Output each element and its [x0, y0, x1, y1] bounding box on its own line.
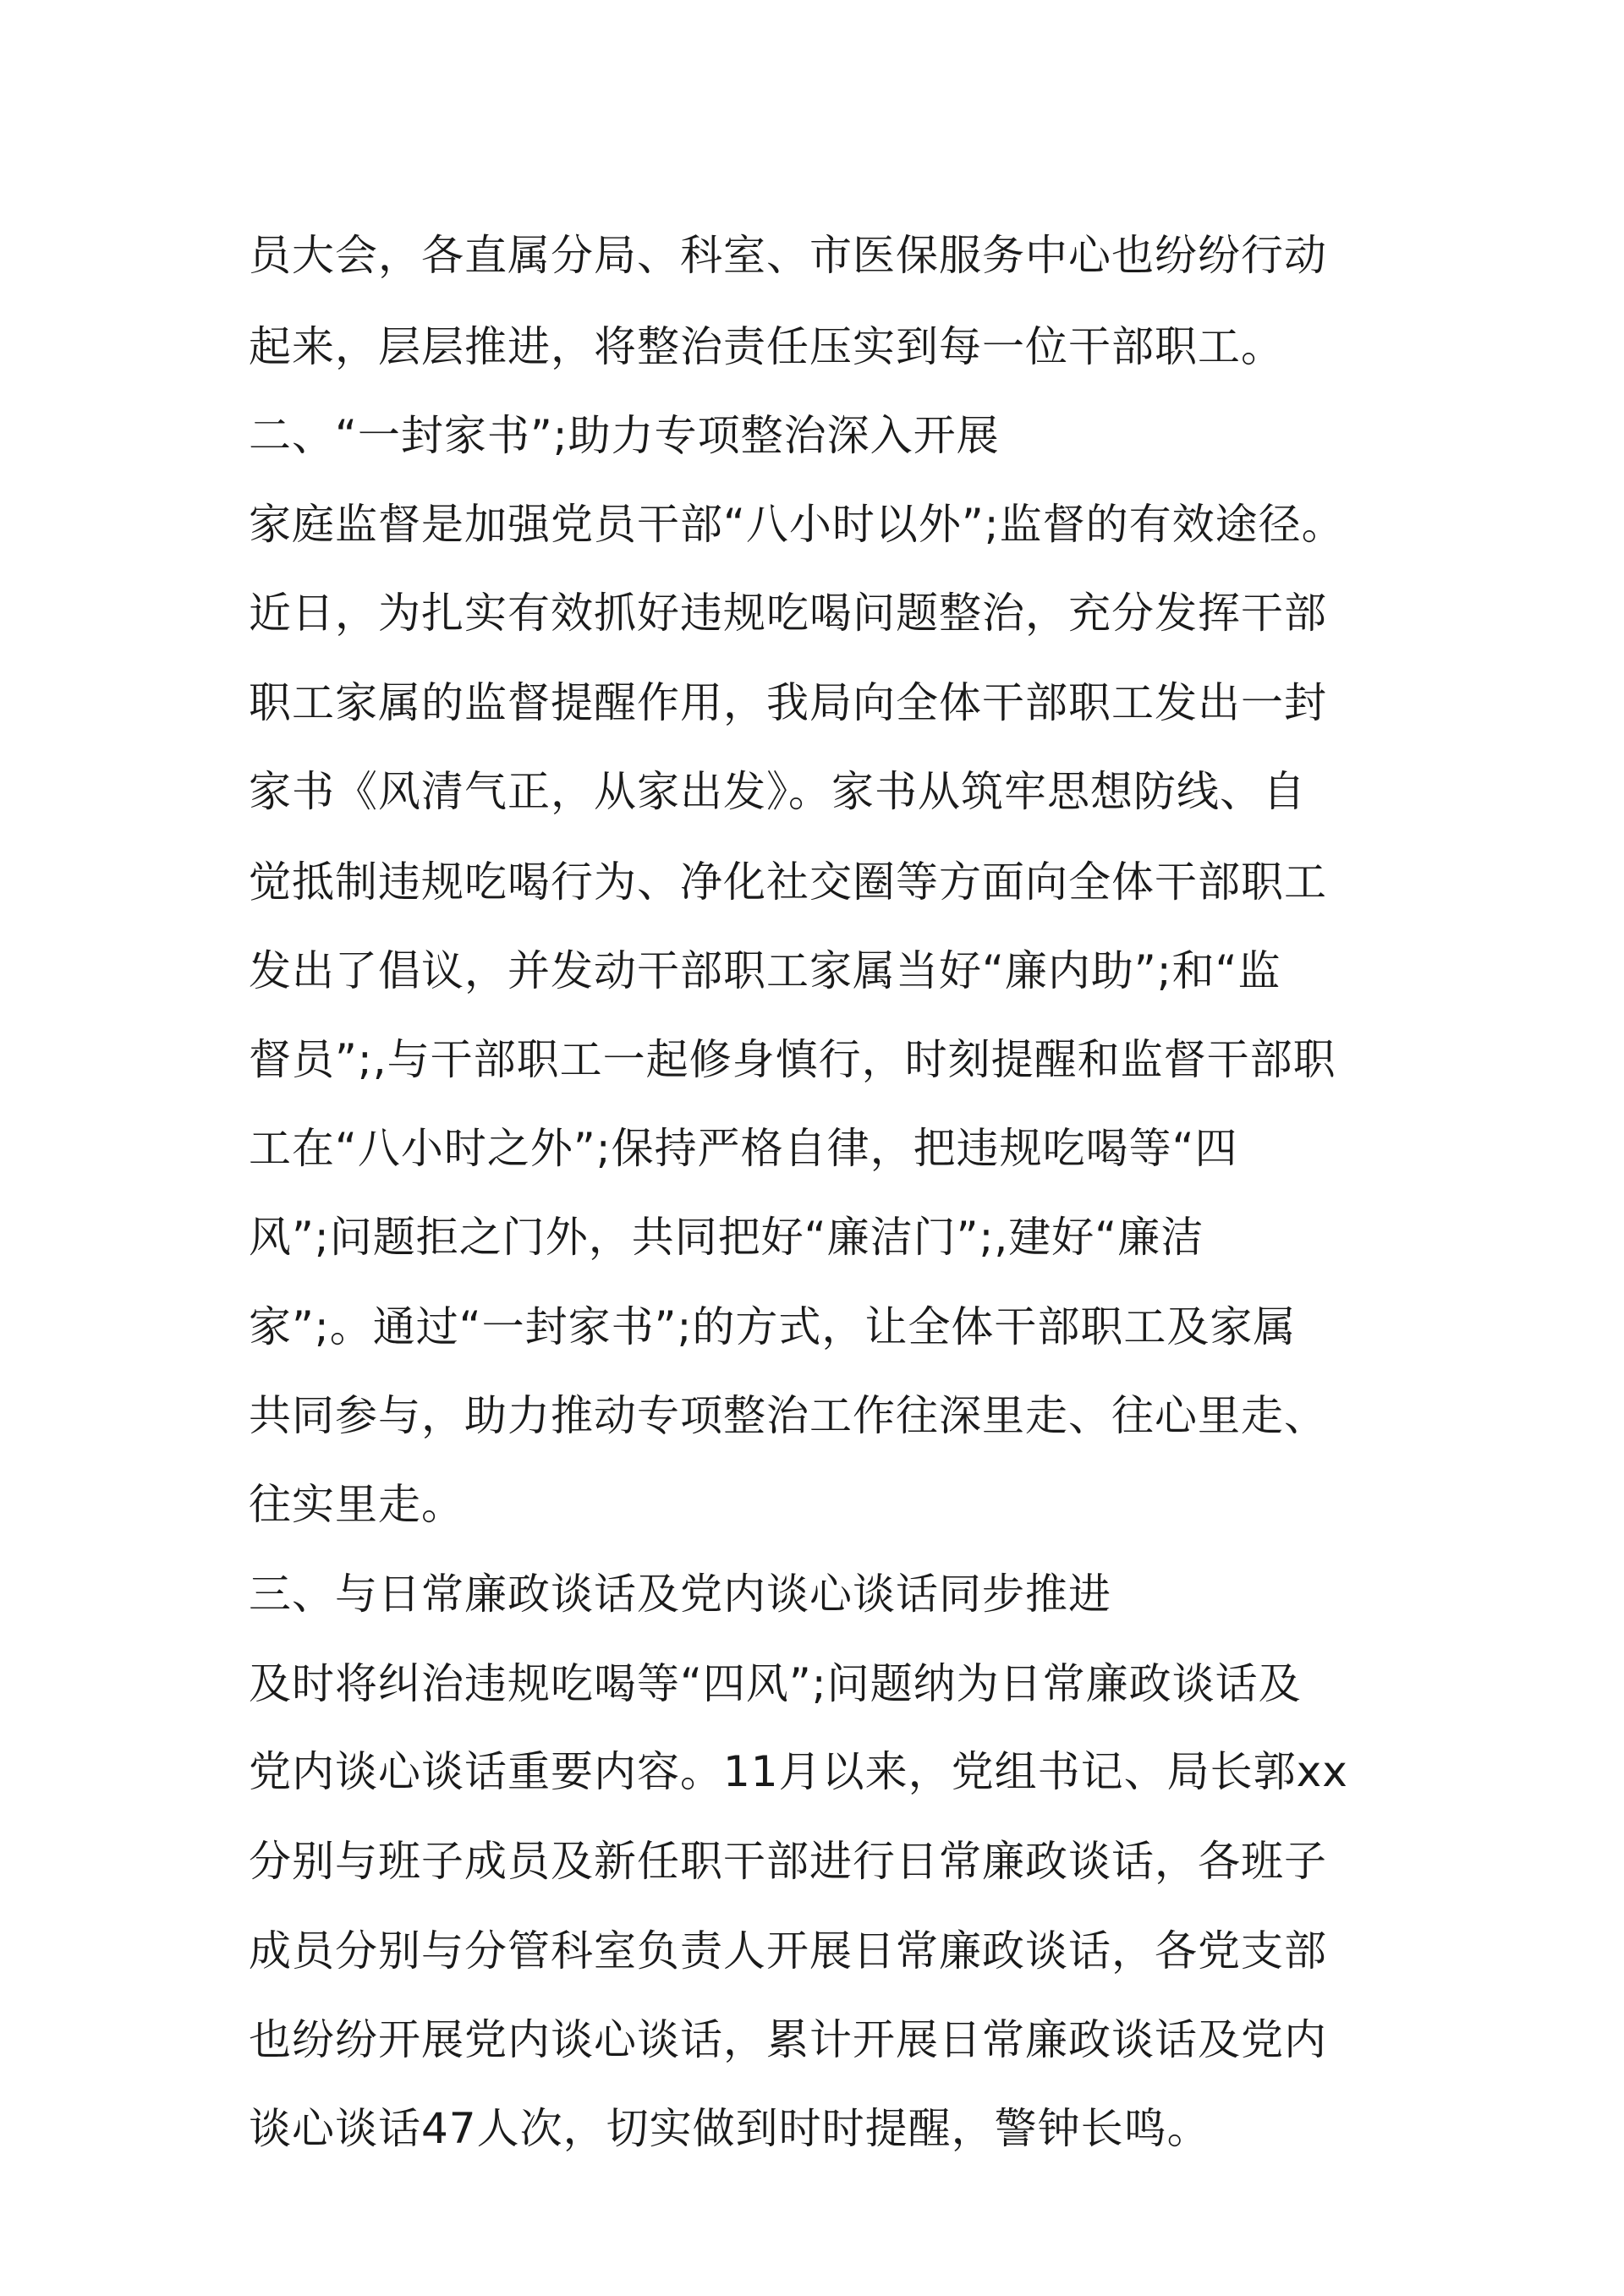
- body-text-line: 也纷纷开展党内谈心谈话，累计开展日常廉政谈话及党内: [249, 2015, 1327, 2064]
- section-heading-3: 三、与日常廉政谈话及党内谈心谈话同步推进: [249, 1570, 1111, 1619]
- body-text-line: 家”;。通过“一封家书”;的方式，让全体干部职工及家属: [249, 1302, 1297, 1351]
- body-text-line: 及时将纠治违规吃喝等“四风”;问题纳为日常廉政谈话及: [249, 1659, 1302, 1708]
- body-text-line: 发出了倡议，并发动干部职工家属当好“廉内助”;和“监: [249, 946, 1281, 995]
- body-text-line: 共同参与，助力推动专项整治工作往深里走、往心里走、: [249, 1391, 1327, 1440]
- body-text-line: 家庭监督是加强党员干部“八小时以外”;监督的有效途径。: [249, 500, 1345, 549]
- body-text-line: 家书《风清气正，从家出发》。家书从筑牢思想防线、自: [249, 767, 1306, 816]
- body-text-line: 成员分别与分管科室负责人开展日常廉政谈话，各党支部: [249, 1926, 1327, 1975]
- body-text-line: 起来，层层推进，将整治责任压实到每一位干部职工。: [249, 322, 1284, 371]
- body-text-line: 员大会，各直属分局、科室、市医保服务中心也纷纷行动: [249, 231, 1327, 280]
- body-text-line: 谈心谈话47人次，切实做到时时提醒，警钟长鸣。: [249, 2104, 1210, 2153]
- body-text-line: 近日，为扎实有效抓好违规吃喝问题整治，充分发挥干部: [249, 589, 1327, 638]
- body-text-line: 督员”;,与干部职工一起修身慎行，时刻提醒和监督干部职: [249, 1035, 1336, 1084]
- body-text-line: 职工家属的监督提醒作用，我局向全体干部职工发出一封: [249, 678, 1327, 727]
- body-text-line: 工在“八小时之外”;保持严格自律，把违规吃喝等“四: [249, 1124, 1238, 1173]
- body-text-line: 党内谈心谈话重要内容。11月以来，党组书记、局长郭xx: [249, 1747, 1348, 1796]
- body-text-line: 往实里走。: [249, 1480, 464, 1529]
- body-text-line: 风”;问题拒之门外，共同把好“廉洁门”;,建好“廉洁: [249, 1213, 1204, 1262]
- body-text-line: 觉抵制违规吃喝行为、净化社交圈等方面向全体干部职工: [249, 858, 1327, 907]
- section-heading-2: 二、“一封家书”;助力专项整治深入开展: [249, 411, 1000, 460]
- body-text-line: 分别与班子成员及新任职干部进行日常廉政谈话，各班子: [249, 1837, 1327, 1886]
